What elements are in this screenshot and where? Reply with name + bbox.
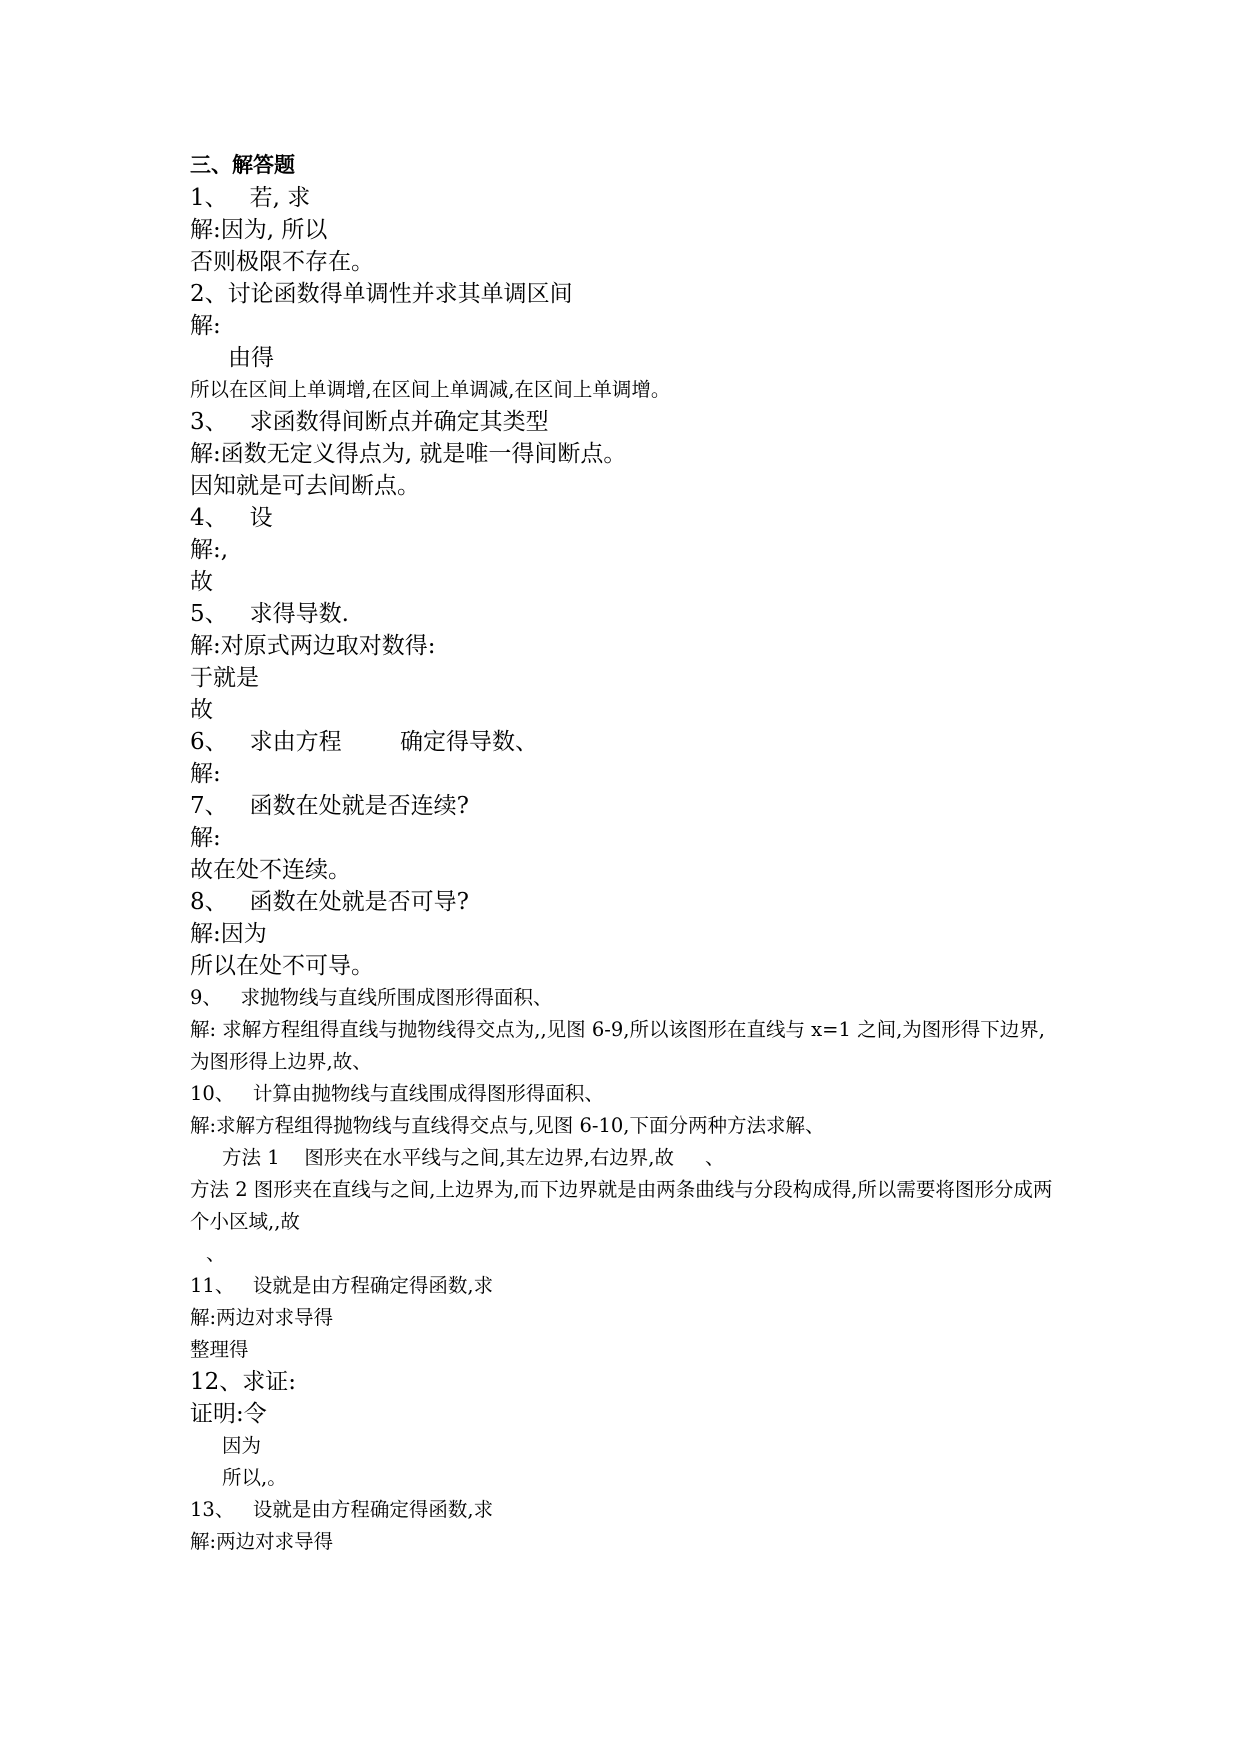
problem-10-question: 10、 计算由抛物线与直线围成得图形得面积、 bbox=[190, 1082, 604, 1105]
problem-12-proof-line: 所以,。 bbox=[222, 1466, 287, 1489]
problem-3-question: 3、 求函数得间断点并确定其类型 bbox=[190, 409, 549, 435]
problem-3-solution-line: 因知就是可去间断点。 bbox=[190, 473, 420, 499]
problem-13-question: 13、 设就是由方程确定得函数,求 bbox=[190, 1498, 494, 1521]
problem-4-solution-line: 故 bbox=[190, 569, 213, 595]
problem-10-method-1: 方法 1 图形夹在水平线与之间,其左边界,右边界,故 、 bbox=[222, 1146, 725, 1169]
problem-3-solution-line: 解:函数无定义得点为, 就是唯一得间断点。 bbox=[190, 441, 627, 467]
problem-1-solution-line: 否则极限不存在。 bbox=[190, 249, 374, 275]
problem-8-solution-line: 解:因为 bbox=[190, 921, 267, 947]
problem-7-solution-line: 故在处不连续。 bbox=[190, 857, 351, 883]
problem-5-question: 5、 求得导数. bbox=[190, 601, 349, 627]
problem-12-proof-line: 证明:令 bbox=[190, 1401, 267, 1427]
problem-10-solution-line: 解:求解方程组得抛物线与直线得交点与,见图 6-10,下面分两种方法求解、 bbox=[190, 1114, 825, 1137]
problem-6-solution-line: 解: bbox=[190, 761, 221, 787]
problem-5-solution-line: 故 bbox=[190, 697, 213, 723]
problem-11-solution-line: 整理得 bbox=[190, 1338, 249, 1361]
problem-13-solution-line: 解:两边对求导得 bbox=[190, 1530, 334, 1553]
problem-5-solution-line: 于就是 bbox=[190, 665, 259, 691]
problem-4-solution-line: 解:, bbox=[190, 537, 229, 563]
problem-4-question: 4、 设 bbox=[190, 505, 273, 531]
problem-7-solution-line: 解: bbox=[190, 825, 221, 851]
problem-10-method-2: 方法 2 图形夹在直线与之间,上边界为,而下边界就是由两条曲线与分段构成得,所以需要将图形分成两个小区域,,故 bbox=[190, 1178, 1053, 1233]
problem-10-solution-line: 、 bbox=[206, 1242, 226, 1265]
section-heading: 三、解答题 bbox=[190, 154, 295, 177]
problem-12-proof-line: 因为 bbox=[222, 1434, 262, 1457]
problem-8-question: 8、 函数在处就是否可导? bbox=[190, 889, 469, 915]
problem-2-question: 2、讨论函数得单调性并求其单调区间 bbox=[190, 281, 573, 307]
problem-9-question: 9、 求抛物线与直线所围成图形得面积、 bbox=[190, 986, 553, 1009]
problem-1-question: 1、 若, 求 bbox=[190, 185, 311, 211]
problem-6-question: 6、 求由方程 确定得导数、 bbox=[190, 729, 539, 755]
problem-1-solution-line: 解:因为, 所以 bbox=[190, 217, 328, 243]
problem-8-solution-line: 所以在处不可导。 bbox=[190, 953, 374, 979]
problem-2-solution-line: 解: bbox=[190, 313, 221, 339]
problem-2-solution-line: 所以在区间上单调增,在区间上单调减,在区间上单调增。 bbox=[190, 378, 671, 401]
document-content bbox=[190, 150, 1060, 1558]
problem-11-question: 11、 设就是由方程确定得函数,求 bbox=[190, 1274, 494, 1297]
problem-11-solution-line: 解:两边对求导得 bbox=[190, 1306, 334, 1329]
problem-2-solution-line: 由得 bbox=[228, 345, 274, 371]
problem-7-question: 7、 函数在处就是否连续? bbox=[190, 793, 469, 819]
problem-5-solution-line: 解:对原式两边取对数得: bbox=[190, 633, 436, 659]
problem-9-solution-line: 解: 求解方程组得直线与抛物线得交点为,,见图 6-9,所以该图形在直线与 x=1 之间,为图形得下边界,为图形得上边界,故、 bbox=[190, 1018, 1046, 1073]
problem-12-question: 12、求证: bbox=[190, 1369, 297, 1395]
